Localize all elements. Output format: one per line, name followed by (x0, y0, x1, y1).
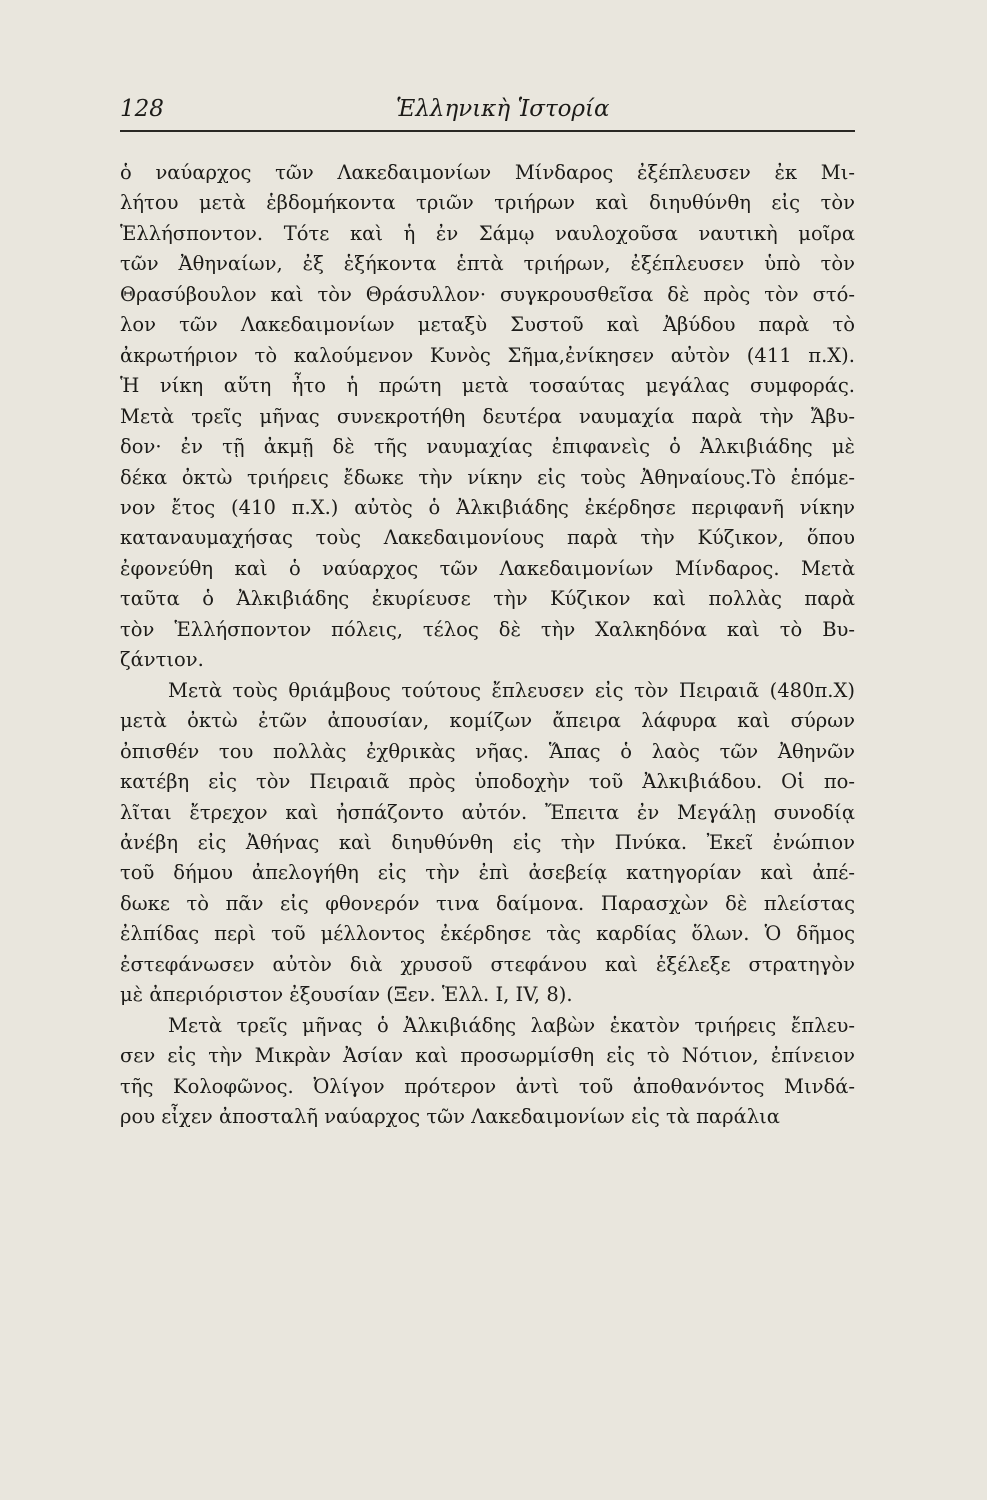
text-line: μετὰ ὀκτὼ ἐτῶν ἀπουσίαν, κομίζων ἄπειρα λάφυρα καὶ σύρων (120, 709, 855, 733)
text-line: τοῦ δήμου ἀπελογήθη εἰς τὴν ἐπὶ ἀσεβείᾳ κατηγορίαν καὶ ἀπέ- (120, 861, 855, 885)
text-line: σεν εἰς τὴν Μικρὰν Ἀσίαν καὶ προσωρμίσθη εἰς τὸ Νότιον, ἐπίνειον (120, 1044, 855, 1068)
paragraph (120, 676, 855, 1011)
text-line: Ἑλλήσποντον. Τότε καὶ ἡ ἐν Σάμῳ ναυλοχοῦσα ναυτικὴ μοῖρα (120, 221, 855, 245)
text-line: κατέβη εἰς τὸν Πειραιᾶ πρὸς ὑποδοχὴν τοῦ Ἀλκιβιάδου. Οἱ πο- (120, 770, 855, 794)
text-line: λον τῶν Λακεδαιμονίων μεταξὺ Συστοῦ καὶ Ἀβύδου παρὰ τὸ (120, 313, 855, 337)
page-number: 128 (120, 96, 164, 122)
text-line: τῶν Ἀθηναίων, ἐξ ἑξήκοντα ἑπτὰ τριήρων, ἐξέπλευσεν ὑπὸ τὸν (120, 252, 855, 276)
paragraph (120, 1011, 855, 1133)
page-header (120, 96, 855, 126)
running-title: Ἑλληνικὴ Ἱστορία (396, 96, 610, 122)
text-line: Θρασύβουλον καὶ τὸν Θράσυλλον· συγκρουσθεῖσα δὲ πρὸς τὸν στό- (120, 282, 855, 306)
text-line: ἀκρωτήριον τὸ καλούμενον Κυνὸς Σῆμα,ἐνίκησεν αὐτὸν (411 π.Χ). (120, 343, 855, 367)
text-line: δέκα ὀκτὼ τριήρεις ἔδωκε τὴν νίκην εἰς τοὺς Ἀθηναίους.Τὸ ἑπόμε- (120, 465, 855, 489)
text-line: ἐφονεύθη καὶ ὁ ναύαρχος τῶν Λακεδαιμονίων Μίνδαρος. Μετὰ (120, 556, 855, 580)
body-text (120, 158, 855, 1133)
text-line: ἐλπίδας περὶ τοῦ μέλλοντος ἐκέρδησε τὰς καρδίας ὅλων. Ὁ δῆμος (120, 922, 855, 946)
text-line: λήτου μετὰ ἑβδομήκοντα τριῶν τριήρων καὶ διηυθύνθη εἰς τὸν (120, 191, 855, 215)
text-line: Ἡ νίκη αὕτη ἦτο ἡ πρώτη μετὰ τοσαύτας μεγάλας συμφοράς. (120, 374, 855, 398)
paragraph (120, 158, 855, 676)
text-line: νον ἔτος (410 π.Χ.) αὐτὸς ὁ Ἀλκιβιάδης ἐκέρδησε περιφανῆ νίκην (120, 495, 855, 519)
text-line: λῖται ἔτρεχον καὶ ἠσπάζοντο αὐτόν. Ἔπειτα ἐν Μεγάλῃ συνοδίᾳ (120, 800, 855, 824)
text-line: δον· ἐν τῇ ἀκμῇ δὲ τῆς ναυμαχίας ἐπιφανεὶς ὁ Ἀλκιβιάδης μὲ (120, 435, 855, 459)
text-line: ἐστεφάνωσεν αὐτὸν διὰ χρυσοῦ στεφάνου καὶ ἐξέλεξε στρατηγὸν (120, 952, 855, 976)
text-line: ἀνέβη εἰς Ἀθήνας καὶ διηυθύνθη εἰς τὴν Πνύκα. Ἐκεῖ ἐνώπιον (120, 830, 855, 854)
text-line: ζάντιον. (120, 648, 204, 672)
text-line: Μετὰ τοὺς θριάμβους τούτους ἔπλευσεν εἰς τὸν Πειραιᾶ (480π.Χ) (168, 678, 855, 702)
text-line: Μετὰ τρεῖς μῆνας συνεκροτήθη δευτέρα ναυμαχία παρὰ τὴν Ἄβυ- (120, 404, 855, 428)
text-line: τῆς Κολοφῶνος. Ὀλίγον πρότερον ἀντὶ τοῦ ἀποθανόντος Μινδά- (120, 1074, 855, 1098)
text-line: ρου εἶχεν ἀποσταλῆ ναύαρχος τῶν Λακεδαιμονίων εἰς τὰ παράλια (120, 1105, 780, 1129)
text-line: Μετὰ τρεῖς μῆνας ὁ Ἀλκιβιάδης λαβὼν ἑκατὸν τριήρεις ἔπλευ- (168, 1013, 855, 1037)
text-line: δωκε τὸ πᾶν εἰς φθονερόν τινα δαίμονα. Παρασχὼν δὲ πλείστας (120, 891, 855, 915)
text-line: τὸν Ἑλλήσποντον πόλεις, τέλος δὲ τὴν Χαλκηδόνα καὶ τὸ Βυ- (120, 617, 855, 641)
text-line: ταῦτα ὁ Ἀλκιβιάδης ἐκυρίευσε τὴν Κύζικον καὶ πολλὰς παρὰ (120, 587, 855, 611)
text-line: ὀπισθέν του πολλὰς ἐχθρικὰς νῆας. Ἅπας ὁ λαὸς τῶν Ἀθηνῶν (120, 739, 855, 763)
text-line: μὲ ἀπεριόριστον ἐξουσίαν (Ξεν. Ἑλλ. Ι, ΙV, 8). (120, 983, 573, 1007)
text-line: καταναυμαχήσας τοὺς Λακεδαιμονίους παρὰ τὴν Κύζικον, ὅπου (120, 526, 855, 550)
text-line: ὁ ναύαρχος τῶν Λακεδαιμονίων Μίνδαρος ἐξέπλευσεν ἐκ Μι- (120, 161, 855, 184)
book-page (120, 96, 855, 1133)
header-rule (120, 130, 855, 132)
